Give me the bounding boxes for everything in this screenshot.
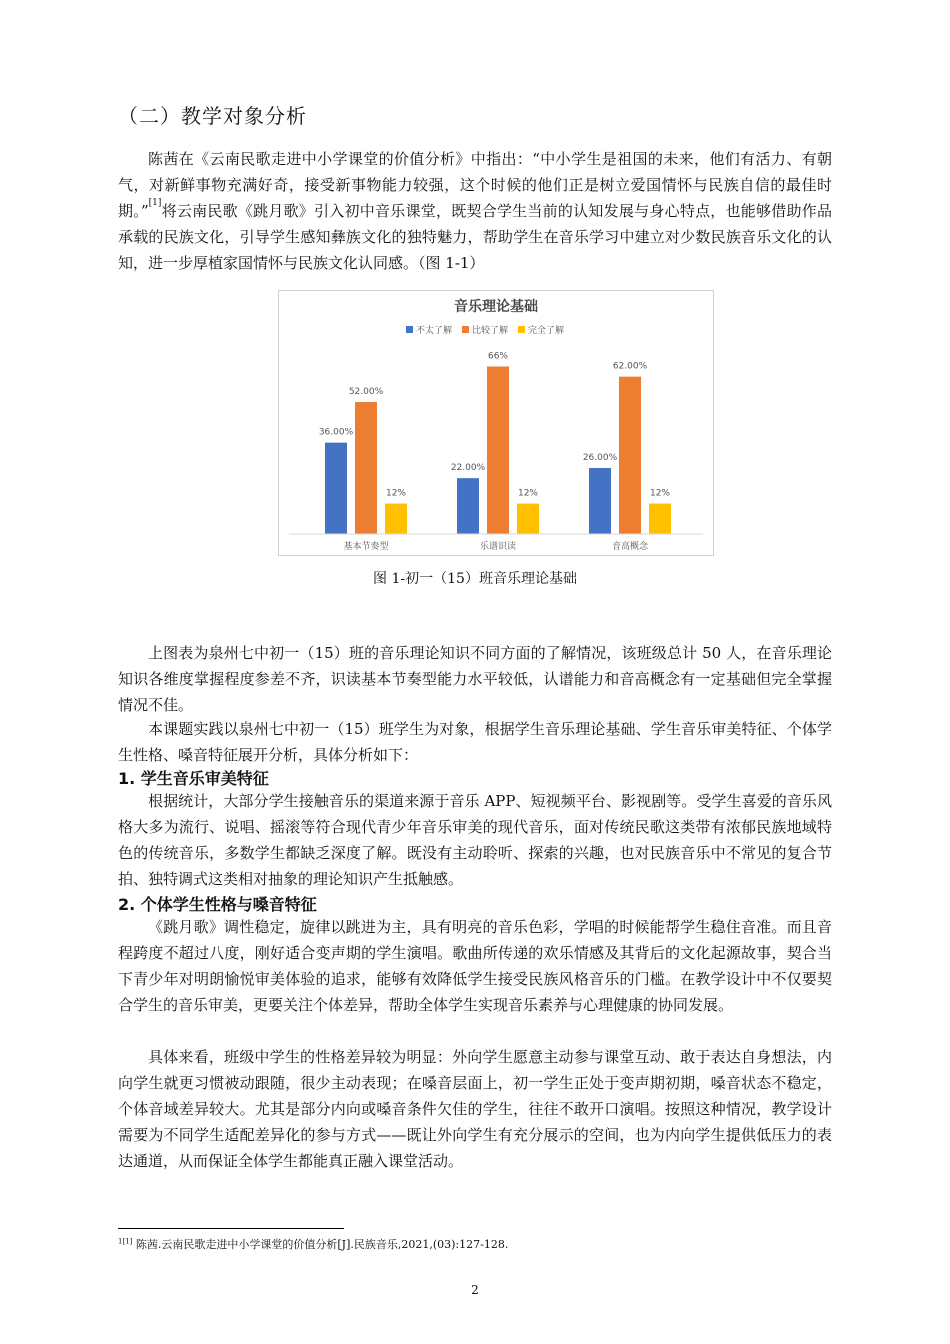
legend-label-1: 比较了解 bbox=[472, 326, 509, 336]
chart-title: 音乐理论基础 bbox=[454, 299, 538, 315]
data-label-1-0: 22.00% bbox=[450, 463, 486, 474]
bar-0-1 bbox=[355, 402, 377, 534]
category-label-1: 乐谱识读 bbox=[479, 542, 517, 552]
bar-2-0 bbox=[589, 468, 611, 534]
footnote-text: 陈茜.云南民歌走进中小学课堂的价值分析[J].民族音乐,2021,(03):127-128. bbox=[135, 1238, 509, 1251]
paragraph-personality: 具体来看，班级中学生的性格差异较为明显：外向学生愿意主动参与课堂互动、敢于表达自身想法，内向学生就更习惯被动跟随，很少主动表现；在嗓音层面上，初一学生正处于变声期初期，嗓音状态不稳定，个体音域差异较大。尤其是部分内向或嗓音条件欠佳的学生，往往不敢开口演唱。按照这种情况，教学设计需要为不同学生适配差异化的参与方式——既让外向学生有充分展示的空间，也为内向学生提供低压力的表达通道，从而保证全体学生都能真正融入课堂活动。 bbox=[118, 1048, 832, 1170]
figure-caption: 图 1-初一（15）班音乐理论基础 bbox=[373, 571, 577, 587]
paragraph-aesthetics: 根据统计，大部分学生接触音乐的渠道来源于音乐 APP、短视频平台、影视剧等。受学生喜爱的音乐风格大多为流行、说唱、摇滚等符合现代青少年音乐审美的现代音乐，面对传统民歌这类带有浓郁民族地域特色的传统音乐，多数学生都缺乏深度了解。既没有主动聆听、探索的兴趣，也对民族音乐中不常见的复合节拍、独特调式这类相对抽象的理论知识产生抵触感。 bbox=[118, 792, 832, 888]
chart-category-labels bbox=[343, 540, 649, 552]
paragraph-intro bbox=[118, 146, 832, 276]
bar-1-1 bbox=[487, 367, 509, 534]
intro-text-1: 陈茜在《云南民歌走进中小学课堂的价值分析》中指出：“中小学生是祖国的未来，他们有活力、有朝气，对新鲜事物充满好奇，接受新事物能力较强，这个时候的他们正是树立爱国情怀与民族自信的最佳时期。” bbox=[118, 150, 832, 220]
bar-2-1 bbox=[619, 377, 641, 534]
bar-0-0 bbox=[325, 443, 347, 534]
footnote-separator bbox=[118, 1228, 344, 1229]
data-label-2-1: 62.00% bbox=[612, 361, 648, 372]
chart-bars bbox=[319, 352, 671, 534]
footnote bbox=[118, 1236, 508, 1252]
data-label-0-1: 52.00% bbox=[348, 387, 384, 398]
data-label-1-2: 12% bbox=[517, 488, 539, 499]
footnote-mark: 1[1] bbox=[118, 1237, 133, 1246]
data-label-0-2: 12% bbox=[385, 488, 407, 499]
legend-label-2: 完全了解 bbox=[528, 326, 565, 336]
data-label-1-1: 66% bbox=[487, 351, 509, 362]
category-label-2: 音高概念 bbox=[611, 542, 649, 552]
page-number: 2 bbox=[471, 1283, 479, 1297]
section-heading: （二）教学对象分析 bbox=[118, 104, 307, 128]
bar-1-0 bbox=[457, 478, 479, 534]
legend-swatch-0 bbox=[406, 326, 413, 333]
citation-ref[interactable]: [1] bbox=[148, 198, 162, 208]
data-label-2-0: 26.00% bbox=[582, 453, 618, 464]
chart-svg bbox=[279, 291, 713, 555]
subsection-heading-1: 1. 学生音乐审美特征 bbox=[118, 769, 269, 788]
bar-2-2 bbox=[649, 504, 671, 534]
subsection-heading-2: 2. 个体学生性格与嗓音特征 bbox=[118, 895, 317, 914]
bar-chart bbox=[278, 290, 714, 556]
chart-legend bbox=[406, 324, 564, 336]
paragraph-chart-analysis: 上图表为泉州七中初一（15）班的音乐理论知识不同方面的了解情况，该班级总计 50 人，在音乐理论知识各维度掌握程度参差不齐，识读基本节奏型能力水平较低，认谱能力和音高概念有一定基础但完全掌握情况不佳。 bbox=[118, 644, 832, 714]
data-label-0-0: 36.00% bbox=[318, 427, 354, 438]
paragraph-subject: 本课题实践以泉州七中初一（15）班学生为对象，根据学生音乐理论基础、学生音乐审美特征、个体学生性格、嗓音特征展开分析，具体分析如下： bbox=[118, 720, 832, 764]
legend-label-0: 不太了解 bbox=[416, 326, 453, 336]
bar-0-2 bbox=[385, 504, 407, 534]
data-label-2-2: 12% bbox=[649, 488, 671, 499]
category-label-0: 基本节奏型 bbox=[343, 542, 389, 552]
legend-swatch-2 bbox=[518, 326, 525, 333]
legend-swatch-1 bbox=[462, 326, 469, 333]
paragraph-song-features: 《跳月歌》调性稳定，旋律以跳进为主，具有明亮的音乐色彩，学唱的时候能帮学生稳住音准。而且音程跨度不超过八度，刚好适合变声期的学生演唱。歌曲所传递的欢乐情感及其背后的文化起源故事，契合当下青少年对明朗愉悦审美体验的追求，能够有效降低学生接受民族风格音乐的门槛。在教学设计中不仅要契合学生的音乐审美，更要关注个体差异，帮助全体学生实现音乐素养与心理健康的协同发展。 bbox=[118, 918, 832, 1014]
intro-text-2: 将云南民歌《跳月歌》引入初中音乐课堂，既契合学生当前的认知发展与身心特点，也能够借助作品承载的民族文化，引导学生感知彝族文化的独特魅力，帮助学生在音乐学习中建立对少数民族音乐文化的认知，进一步厚植家国情怀与民族文化认同感。（图 1-1） bbox=[118, 202, 832, 272]
bar-1-2 bbox=[517, 504, 539, 534]
